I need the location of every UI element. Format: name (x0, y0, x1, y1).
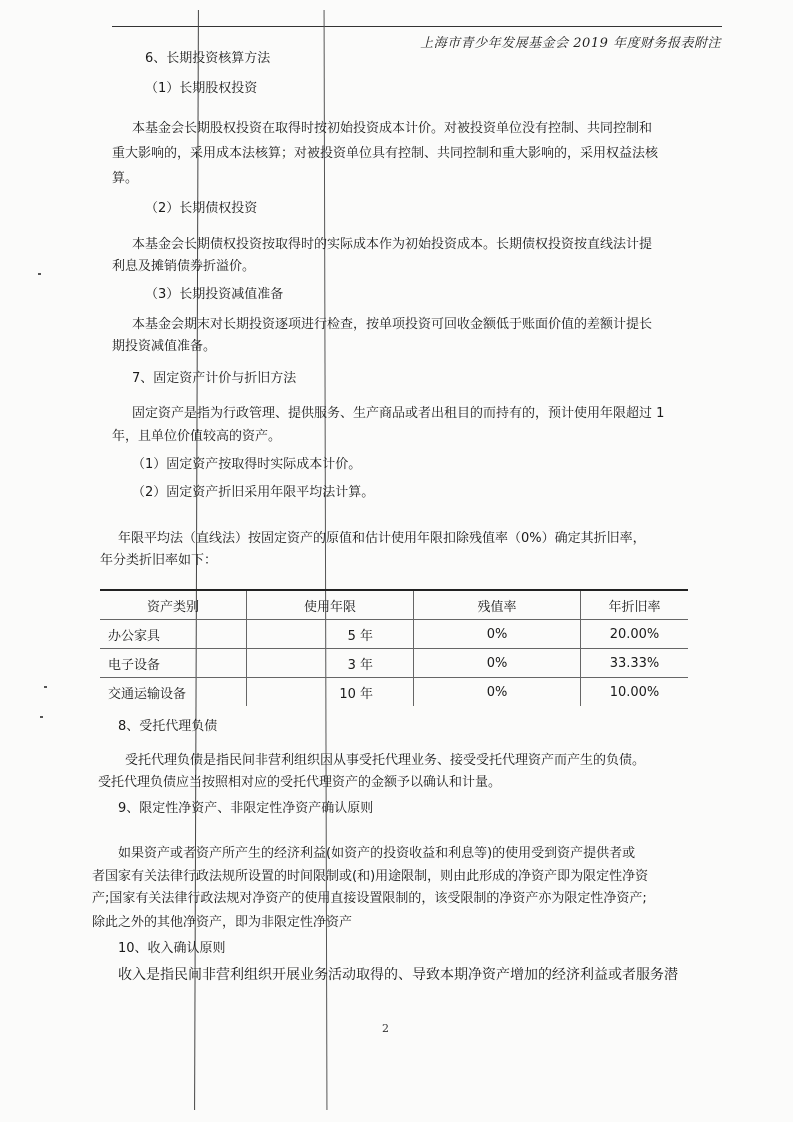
paragraph-line: 年限平均法（直线法）按固定资产的原值和估计使用年限扣除残值率（0%）确定其折旧率， (118, 531, 646, 546)
running-header: 上海市青少年发展基金会 2019 年度财务报表附注 (420, 36, 721, 51)
paragraph-line: 重大影响的，采用成本法核算；对被投资单位具有控制、共同控制和重大影响的，采用权益法核 (112, 146, 659, 161)
paragraph-line: 产;国家有关法律行政法规对净资产的使用直接设置限制的，该受限制的净资产亦为限定性净资产; (92, 891, 647, 906)
paragraph-line: 本基金会期末对长期投资逐项进行检查，按单项投资可回收金额低于账面价值的差额计提长 (132, 317, 653, 332)
header-rule (112, 26, 722, 27)
paragraph-line: 固定资产是指为行政管理、提供服务、生产商品或者出租目的而持有的，预计使用年限超过 1 (132, 406, 665, 421)
table-cell: 办公家具 (100, 620, 247, 649)
list-item: （1）固定资产按取得时实际成本计价。 (132, 457, 362, 472)
table-cell: 交通运输设备 (100, 678, 247, 707)
depreciation-table (100, 589, 688, 706)
paragraph-line: 本基金会长期债权投资按取得时的实际成本作为初始投资成本。长期债权投资按直线法计提 (132, 237, 653, 252)
paragraph-line: 受托代理负债是指民间非营利组织因从事受托代理业务、接受受托代理资产而产生的负债。 (125, 753, 646, 768)
table-header-cell: 残值率 (414, 590, 581, 620)
section-10-title: 10、收入确认原则 (118, 941, 226, 956)
scan-speck (40, 716, 43, 718)
scan-speck (38, 273, 41, 275)
paragraph-line: 者国家有关法律行政法规所设置的时间限制或(和)用途限制，则由此形成的净资产即为限定性净资 (92, 869, 649, 884)
paragraph-line: 如果资产或者资产所产生的经济利益(如资产的投资收益和利息等)的使用受到资产提供者或 (118, 846, 636, 861)
paragraph-line: 收入是指民间非营利组织开展业务活动取得的、导致本期净资产增加的经济利益或者服务潜 (118, 967, 678, 983)
paragraph-line: 年分类折旧率如下： (100, 553, 218, 568)
section-6-3-title: （3）长期投资减值准备 (145, 287, 284, 302)
page-number: 2 (382, 1022, 389, 1035)
table-cell: 0% (414, 678, 581, 707)
paragraph-line: 受托代理负债应当按照相对应的受托代理资产的金额予以确认和计量。 (98, 775, 502, 790)
list-item: （2）固定资产折旧采用年限平均法计算。 (132, 485, 375, 500)
table-row (100, 649, 688, 678)
table-row (100, 678, 688, 707)
table-header-row (100, 590, 688, 620)
table-cell: 20.00% (581, 620, 689, 649)
table-cell: 电子设备 (100, 649, 247, 678)
table-cell: 5 年 (247, 620, 414, 649)
section-6-title: 6、长期投资核算方法 (145, 51, 271, 66)
section-9-title: 9、限定性净资产、非限定性净资产确认原则 (118, 801, 374, 816)
table-cell: 0% (414, 649, 581, 678)
paragraph-line: 年，且单位价值较高的资产。 (112, 429, 282, 444)
table-cell: 10.00% (581, 678, 689, 707)
table-header-cell: 资产类别 (100, 590, 247, 620)
scan-speck (44, 686, 47, 688)
section-6-2-title: （2）长期债权投资 (145, 201, 258, 216)
table-cell: 0% (414, 620, 581, 649)
table-cell: 3 年 (247, 649, 414, 678)
section-8-title: 8、受托代理负债 (118, 719, 218, 734)
table-row (100, 620, 688, 649)
paragraph-line: 期投资减值准备。 (112, 339, 217, 354)
scan-artifact-line (324, 10, 328, 1110)
table-header-cell: 年折旧率 (581, 590, 689, 620)
table-cell: 10 年 (247, 678, 414, 707)
section-6-1-title: （1）长期股权投资 (145, 81, 258, 96)
paragraph-line: 算。 (112, 171, 139, 186)
paragraph-line: 本基金会长期股权投资在取得时按初始投资成本计价。对被投资单位没有控制、共同控制和 (132, 121, 653, 136)
table-cell: 33.33% (581, 649, 689, 678)
paragraph-line: 除此之外的其他净资产，即为非限定性净资产 (92, 915, 353, 930)
paragraph-line: 利息及摊销债券折溢价。 (112, 259, 256, 274)
section-7-title: 7、固定资产计价与折旧方法 (132, 371, 297, 386)
table-header-cell: 使用年限 (247, 590, 414, 620)
